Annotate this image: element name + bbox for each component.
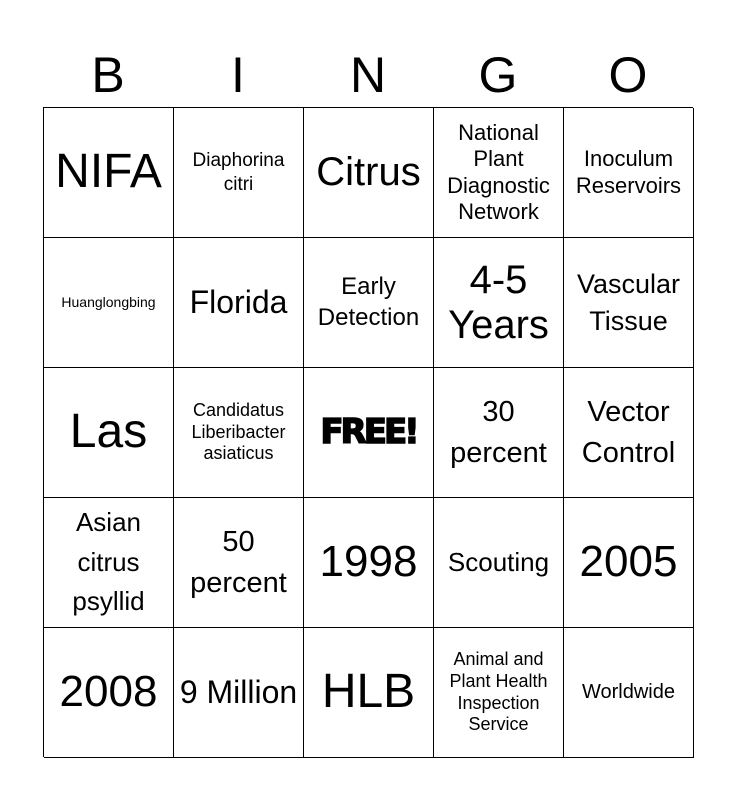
bingo-cell[interactable]: HLB	[304, 628, 434, 758]
header-letter-g: G	[478, 47, 518, 103]
bingo-cell[interactable]: Asian citrus psyllid	[44, 498, 174, 628]
bingo-cell[interactable]: NIFA	[44, 108, 174, 238]
bingo-cell[interactable]: Animal and Plant Health Inspection Service	[434, 628, 564, 758]
bingo-cell[interactable]: Las	[44, 368, 174, 498]
bingo-cell[interactable]: Florida	[174, 238, 304, 368]
bingo-cell[interactable]: Vector Control	[564, 368, 694, 498]
bingo-cell[interactable]: 1998	[304, 498, 434, 628]
bingo-cell[interactable]: 9 Million	[174, 628, 304, 758]
bingo-cell[interactable]: Inoculum Reservoirs	[564, 108, 694, 238]
bingo-cell[interactable]: Citrus	[304, 108, 434, 238]
free-space[interactable]: FREE!	[304, 368, 434, 498]
bingo-cell[interactable]: 2005	[564, 498, 694, 628]
bingo-cell[interactable]: Candidatus Liberibacter asiaticus	[174, 368, 304, 498]
bingo-cell[interactable]: 30 percent	[434, 368, 564, 498]
bingo-cell[interactable]: Worldwide	[564, 628, 694, 758]
bingo-cell[interactable]: National Plant Diagnostic Network	[434, 108, 564, 238]
bingo-cell[interactable]: Diaphorina citri	[174, 108, 304, 238]
bingo-board	[43, 107, 693, 757]
bingo-cell[interactable]: Early Detection	[304, 238, 434, 368]
bingo-cell[interactable]: Huanglongbing	[44, 238, 174, 368]
bingo-cell[interactable]: 2008	[44, 628, 174, 758]
bingo-cell[interactable]: Scouting	[434, 498, 564, 628]
header-letter-o: O	[608, 47, 648, 103]
bingo-cell[interactable]: Vascular Tissue	[564, 238, 694, 368]
header-letter-n: N	[349, 47, 387, 103]
bingo-cell[interactable]: 50 percent	[174, 498, 304, 628]
bingo-header	[43, 44, 693, 106]
bingo-cell[interactable]: 4-5 Years	[434, 238, 564, 368]
header-letter-b: B	[91, 47, 125, 103]
header-letter-i: I	[231, 47, 245, 103]
